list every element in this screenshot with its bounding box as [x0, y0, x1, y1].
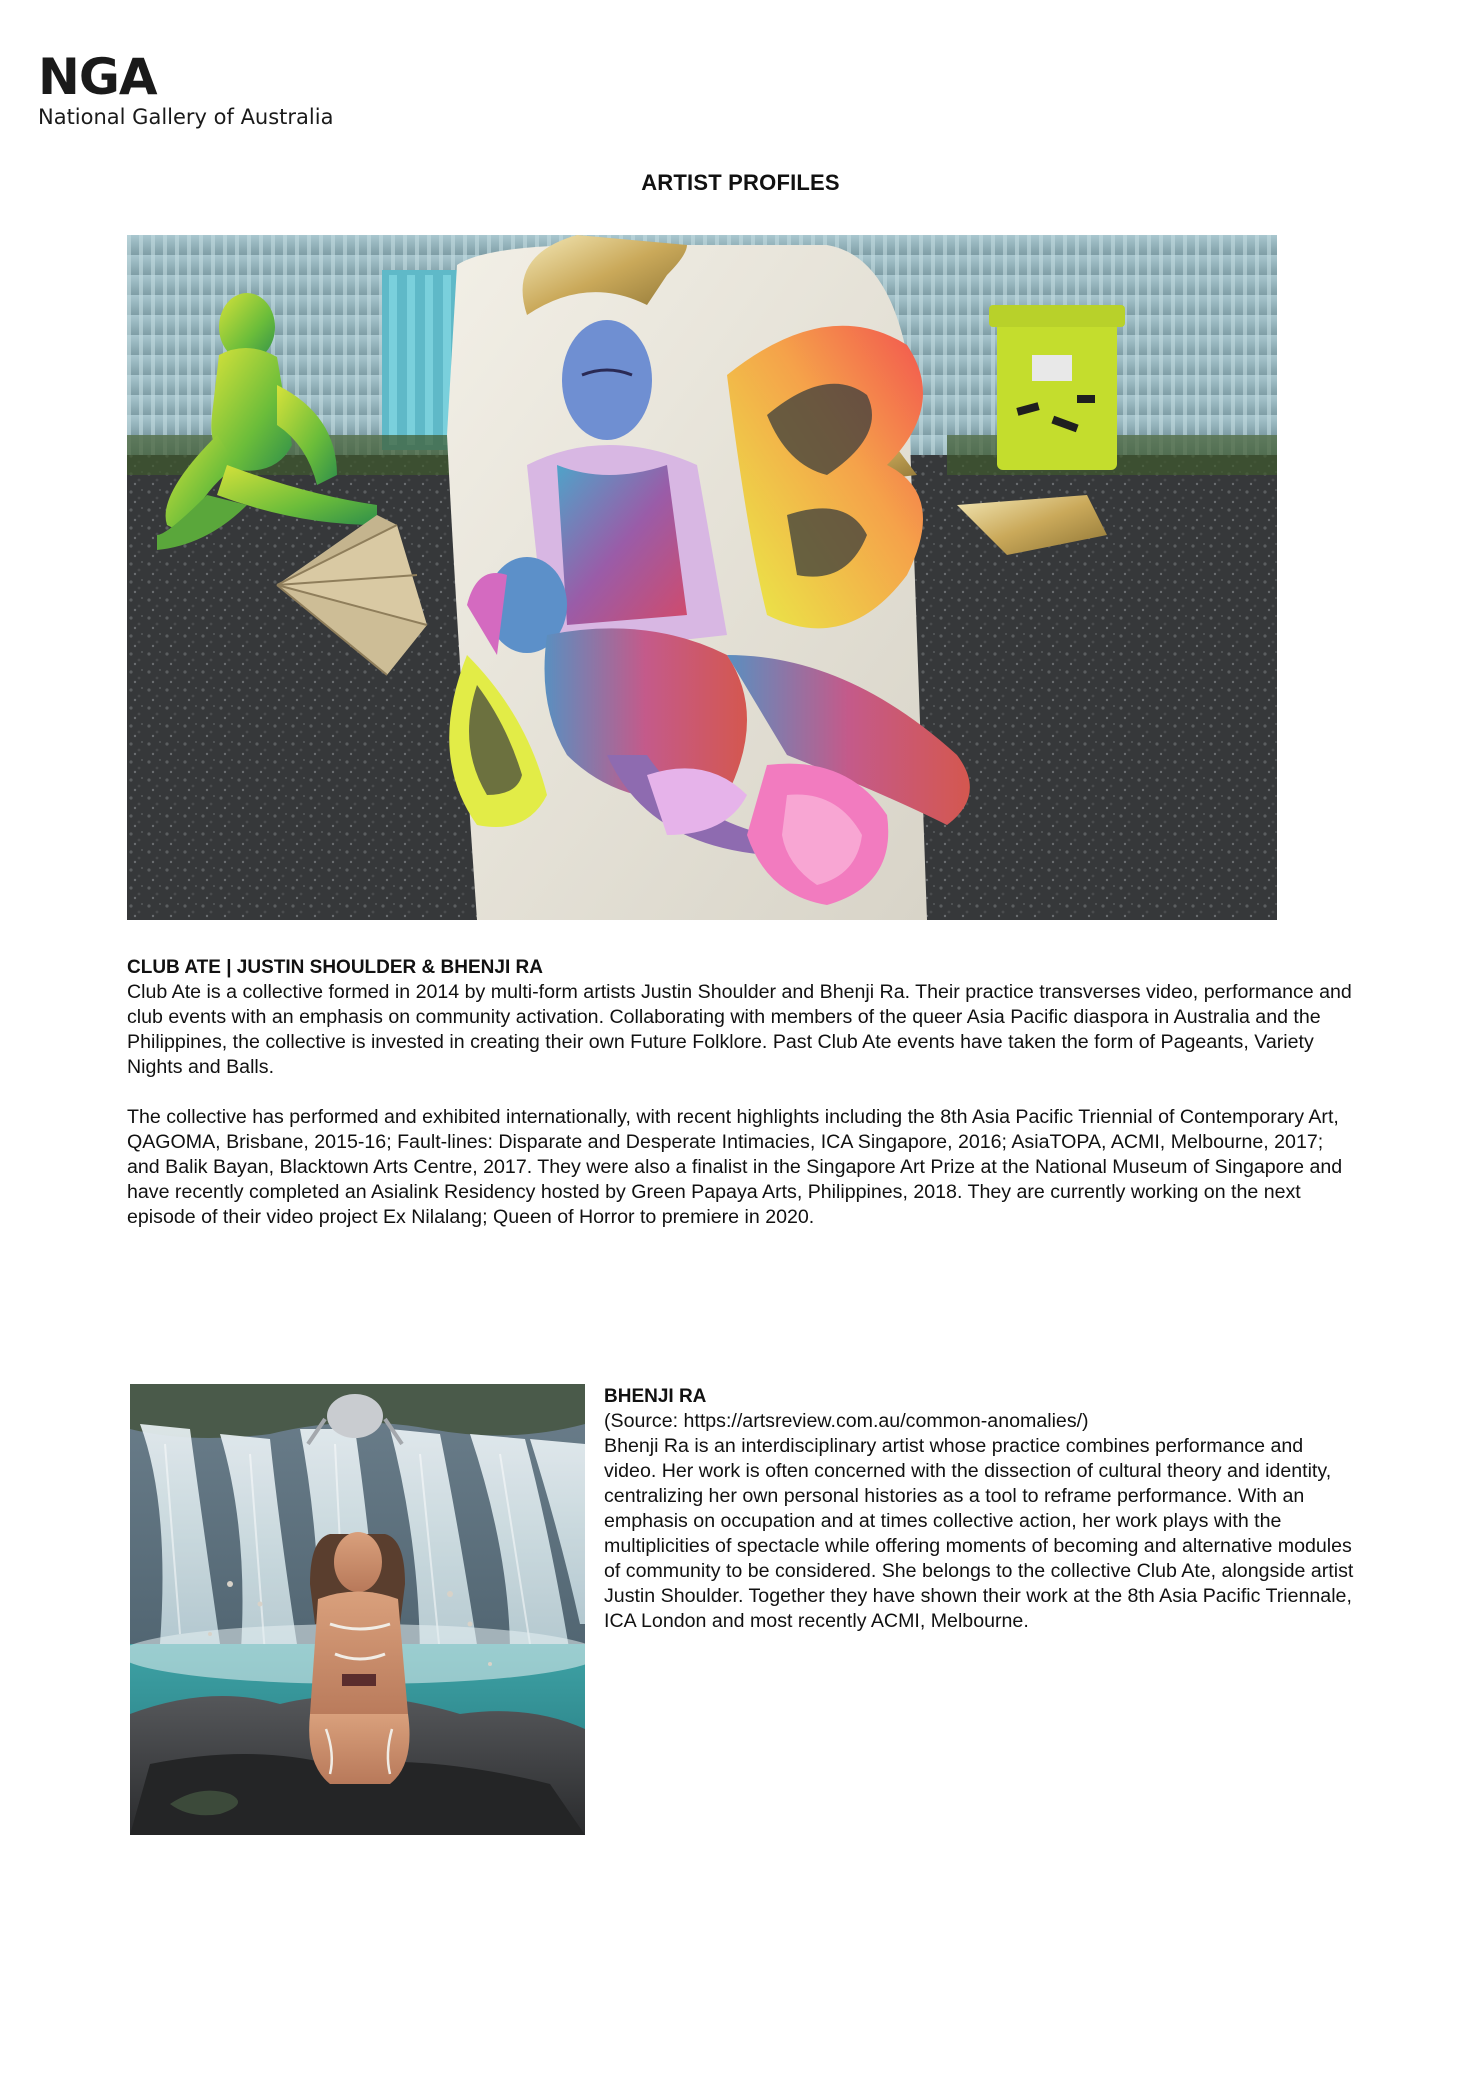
- portrait-artwork: [130, 1384, 585, 1835]
- bhenji-ra-section: [604, 1384, 1356, 1634]
- club-ate-paragraph-2: The collective has performed and exhibited internationally, with recent highlights including the 8th Asia Pacific Triennial of Contemporary Art, QAGOMA, Brisbane, 2015-16; Fault-lines: Disparate and Desperate Intimacies, ICA Singapore, 2016; AsiaTOPA, ACMI, Melbourne, 2017; and Balik Bayan, Blacktown Arts Centre, 2017. They were also a finalist in the Singapore Art Prize at the National Museum of Singapore and have recently completed an Asialink Residency hosted by Green Papaya Arts, Philippines, 2018. They are currently working on the next episode of their video project Ex Nilalang; Queen of Horror to premiere in 2020.: [127, 1106, 1343, 1228]
- page-title: ARTIST PROFILES: [641, 170, 840, 195]
- club-ate-paragraph-1: Club Ate is a collective formed in 2014 by multi-form artists Justin Shoulder and Bhenji Ra. Their practice transverses video, performance and club events with an emphasis on community activation. Collaborating with members of the queer Asia Pacific diaspora in Australia and the Philippines, the collective is invested in creating their own Future Folklore. Past Club Ate events have taken the form of Pageants, Variety Nights and Balls.: [127, 981, 1352, 1078]
- logo-text: National Gallery of Australia: [38, 105, 334, 129]
- logo-mark: NGA: [38, 48, 157, 106]
- bhenji-ra-source: (Source: https://artsreview.com.au/common-anomalies/): [604, 1410, 1089, 1432]
- club-ate-section: [127, 955, 1359, 1230]
- hero-photo: [127, 235, 1277, 920]
- club-ate-heading: CLUB ATE | JUSTIN SHOULDER & BHENJI RA: [127, 957, 543, 978]
- bhenji-ra-heading: BHENJI RA: [604, 1386, 707, 1407]
- nga-logo: [38, 48, 334, 130]
- bhenji-ra-paragraph: Bhenji Ra is an interdisciplinary artist whose practice combines performance and video. Her work is often concerned with the dissection of cultural theory and identity, centralizing her own personal histories as a tool to reframe performance. With an emphasis on occupation and at times collective action, her work plays with the multiplicities of spectacle while offering moments of becoming and alternative modules of community to be considered. She belongs to the collective Club Ate, alongside artist Justin Shoulder. Together they have shown their work at the 8th Asia Pacific Triennale, ICA London and most recently ACMI, Melbourne.: [604, 1435, 1354, 1632]
